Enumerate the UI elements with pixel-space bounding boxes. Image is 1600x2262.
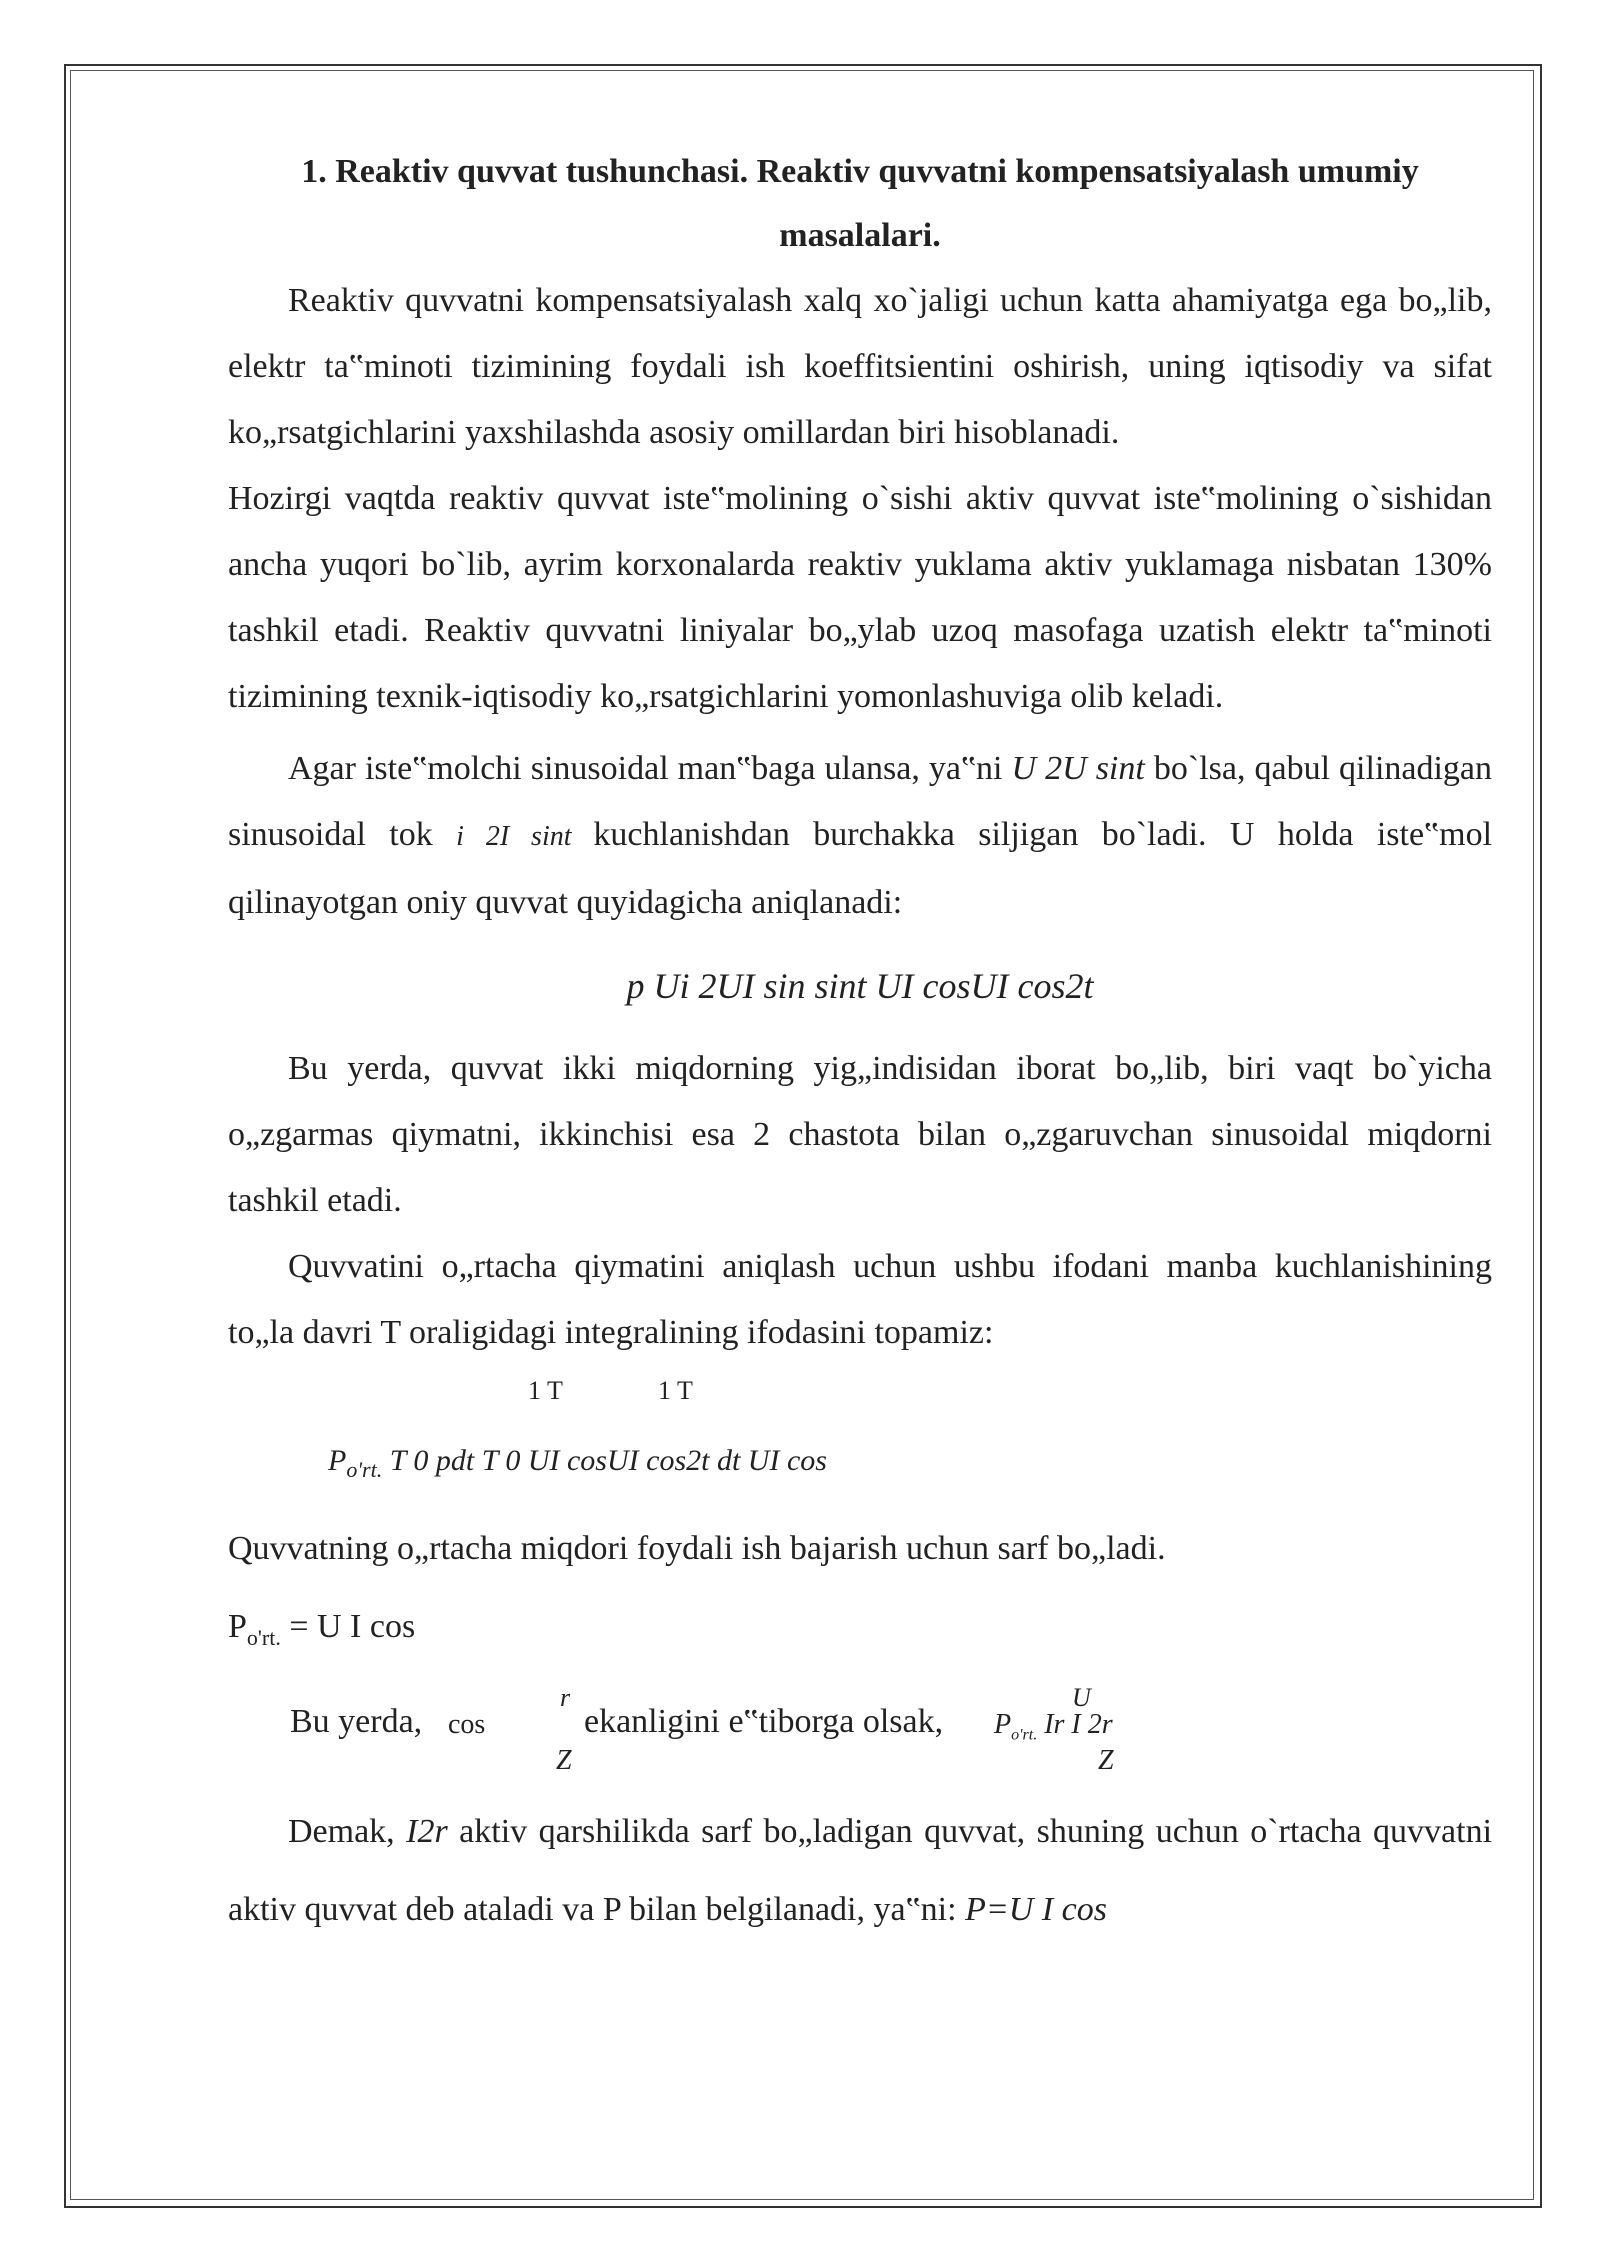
paragraph-active-power	[228, 1793, 1492, 1949]
paragraph-growth: Hozirgi vaqtda reaktiv quvvat iste‟molining o`sishi aktiv quvvat iste‟molining o`sishidan ancha yuqori bo`lib, ayrim korxonalarda reaktiv yuklama aktiv yuklamaga nisbatan 130% tashkil etadi. Reaktiv quvvatni liniyalar bo„ylab uzoq masofaga uzatish elektr ta‟minoti tizimining texnik-iqtisodiy ko„rsatgichlarini yomonlashuviga olib keladi.	[228, 480, 1492, 715]
avg-power-p: P	[228, 1608, 247, 1645]
para7-text-a: Bu yerda,	[290, 1702, 423, 1740]
para8-text-b: aktiv qarshilikda sarf bo„ladigan quvvat, shuning uchun o`rtacha quvvatni aktiv quvvat deb ataladi va P bilan belgilanadi, ya‟ni:	[228, 1812, 1493, 1928]
avg-power-rest: = U I cos	[280, 1608, 416, 1645]
formula-integral	[228, 1366, 1492, 1516]
paragraph-cos-phi	[228, 1683, 1492, 1793]
p-ort-subscript: o'rt.	[1011, 1726, 1038, 1744]
avg-power-resistance-formula	[994, 1709, 1113, 1745]
paragraph-useful-work: Quvvatning o„rtacha miqdori foydali ish bajarish uchun sarf bo„ladi.	[228, 1530, 1166, 1567]
paragraph-average: Quvvatini o„rtacha qiymatini aniqlash uchun ushbu ifodani manba kuchlanishining to„la davri T oraligidagi integralining ifodasini topamiz:	[228, 1248, 1492, 1351]
fraction-denominator-z2: Z	[1098, 1744, 1114, 1776]
integral-body: T 0 pdt T 0 UI cosUI cos2t dt UI cos	[382, 1444, 827, 1477]
formula-instant-power: p Ui 2UI sin sint UI cosUI cos2t	[626, 966, 1094, 1006]
para3-text-c: qilinadigan sinusoidal tok	[228, 750, 1493, 853]
active-power-formula: P=U I cos	[965, 1890, 1107, 1928]
formula-average-power	[228, 1582, 1492, 1683]
fraction-numerator-u: U	[1072, 1682, 1091, 1712]
paragraph-sinusoidal	[228, 736, 1492, 936]
power-resistance-rest: Ir I 2r	[1037, 1708, 1113, 1740]
cos-phi-formula: cos	[448, 1708, 486, 1740]
fraction-numerator-r: r	[560, 1682, 571, 1712]
para8-text-a: Demak,	[288, 1812, 395, 1850]
integral-fraction-top-1: 1 T	[528, 1376, 563, 1405]
document-body	[228, 140, 1492, 1949]
paragraph-sum: Bu yerda, quvvat ikki miqdorning yig„indisidan iborat bo„lib, biri vaqt bo`yicha o„zgarmas qiymatni, ikkinchisi esa 2 chastota bilan o„zgaruvchan sinusoidal miqdorni tashkil etadi.	[228, 1050, 1492, 1219]
avg-power-subscript: o'rt.	[246, 1624, 281, 1650]
p-ort: P	[994, 1708, 1012, 1740]
fraction-denominator-z1: Z	[556, 1744, 572, 1776]
formula-voltage: U 2U sint	[1011, 750, 1145, 787]
para3-text-a: Agar iste‟molchi sinusoidal man‟baga ulansa, ya‟ni	[288, 750, 1003, 787]
para7-text-b: ekanligini e‟tiborga olsak,	[584, 1702, 944, 1740]
section-title-line1: 1. Reaktiv quvvat tushunchasi. Reaktiv quvvatni kompensatsiyalash umumiy	[301, 153, 1419, 190]
i2r-term: I2r	[406, 1812, 448, 1850]
paragraph-intro: Reaktiv quvvatni kompensatsiyalash xalq xo`jaligi uchun katta ahamiyatga ega bo„lib, elektr ta‟minoti tizimining foydali ish koeffitsientini oshirish, uning iqtisodiy va sifat ko„rsatgichlarini yaxshilashda asosiy omillardan biri hisoblanadi.	[228, 282, 1492, 451]
section-title-line2: masalalari.	[779, 217, 941, 254]
para3-text-b: bo`lsa, qabul	[1153, 750, 1331, 787]
formula-current: i 2I sint	[456, 821, 594, 852]
integral-p-subscript: o'rt.	[346, 1457, 383, 1482]
integral-fraction-top-2: 1 T	[658, 1376, 693, 1405]
para3-text-d: kuchlanishdan burchakka	[593, 816, 955, 853]
integral-expression: $P_{o'rt.}$ T 0 pdt T 0 UI cosUI cos2t dt UI cos	[328, 1444, 827, 1482]
para3-text-e: siljigan bo`ladi. U holda iste‟mol qilinayotgan oniy quvvat quyidagicha aniqlanadi:	[228, 816, 1493, 921]
